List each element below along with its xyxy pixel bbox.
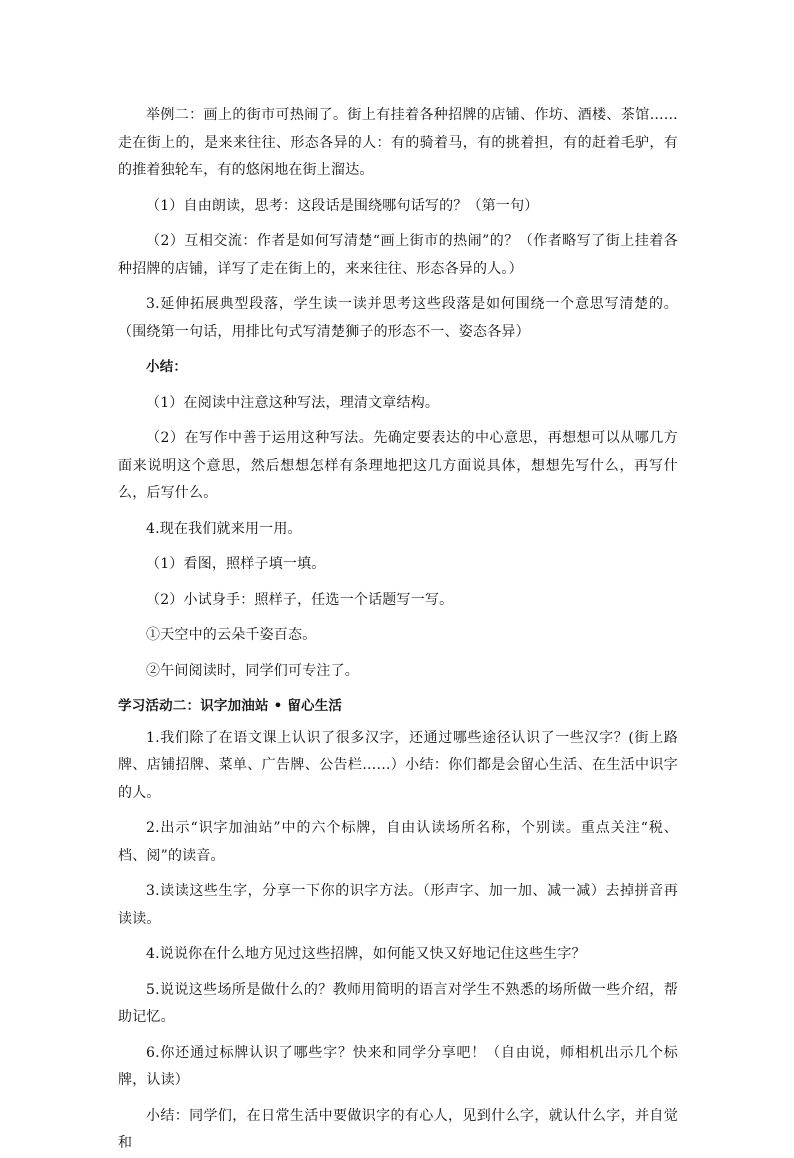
activity-item-2: 2.出示“识字加油站”中的六个标牌，自由认读场所名称，个别读。重点关注“税、档、阅”的读音。 (118, 820, 678, 864)
paragraph-practice: 4.现在我们就来用一用。 (146, 520, 302, 537)
summary-item-1: （1）在阅读中注意这种写法，理清文章结构。 (146, 394, 440, 411)
summary-heading: 小结： (146, 359, 188, 375)
activity-summary: 小结：同学们，在日常生活中要做识字的有心人，见到什么字，就认什么字，并自觉和 (118, 1107, 678, 1151)
activity-item-4: 4.说说你在什么地方见过这些招牌，如何能又快又好地记住这些生字？ (146, 946, 586, 962)
activity-item-6: 6.你还通过标牌认识了哪些字？快来和同学分享吧！（自由说，师相机出示几个标牌，认读） (118, 1044, 678, 1088)
topic-1: ①天空中的云朵千姿百态。 (146, 627, 317, 643)
section-heading-activity-two: 学习活动二：识字加油站 • 留心生活 (118, 698, 343, 714)
topic-2: ②午间阅读时，同学们可专注了。 (146, 662, 359, 679)
paragraph-example-two: 举例二：画上的街市可热闹了。街上有挂着各种招牌的店铺、作坊、酒楼、茶馆……走在街上的，是来来往往、形态各异的人：有的骑着马，有的挑着担，有的赶着毛驴，有的推着独轮车，有的悠闲地在街上溜达。 (118, 107, 678, 178)
document-body (118, 102, 678, 1158)
paragraph-extend: 3.延伸拓展典型段落，学生读一读并思考这些段落是如何围绕一个意思写清楚的。（围绕第一句话，用排比句式写清楚狮子的形态不一、姿态各异） (118, 296, 678, 340)
practice-item-2: （2）小试身手：照样子，任选一个话题写一写。 (146, 591, 454, 608)
practice-item-1: （1）看图，照样子填一填。 (146, 556, 326, 572)
paragraph-step-2: （2）互相交流：作者是如何写清楚“画上街市的热闹”的？（作者略写了街上挂着各种招牌的店铺，详写了走在街上的，来来往往、形态各异的人。） (118, 233, 678, 277)
activity-item-5: 5.说说这些场所是做什么的？教师用简明的语言对学生不熟悉的场所做一些介绍，帮助记忆。 (118, 981, 678, 1025)
summary-item-2: （2）在写作中善于运用这种写法。先确定要表达的中心意思，再想想可以从哪几方面来说明这个意思，然后想想怎样有条理地把这几方面说具体，想想先写什么，再写什么，后写什么。 (118, 430, 678, 501)
activity-item-1: 1.我们除了在语文课上认识了很多汉字，还通过哪些途径认识了一些汉字？(街上路牌、店铺招牌、菜单、广告牌、公告栏……）小结：你们都是会留心生活、在生活中识字的人。 (118, 729, 678, 801)
activity-item-3: 3.读读这些生字，分享一下你的识字方法。（形声字、加一加、减一减）去掉拼音再读读。 (118, 883, 678, 927)
paragraph-step-1: （1）自由朗读，思考：这段话是围绕哪句话写的？（第一句） (146, 197, 539, 214)
